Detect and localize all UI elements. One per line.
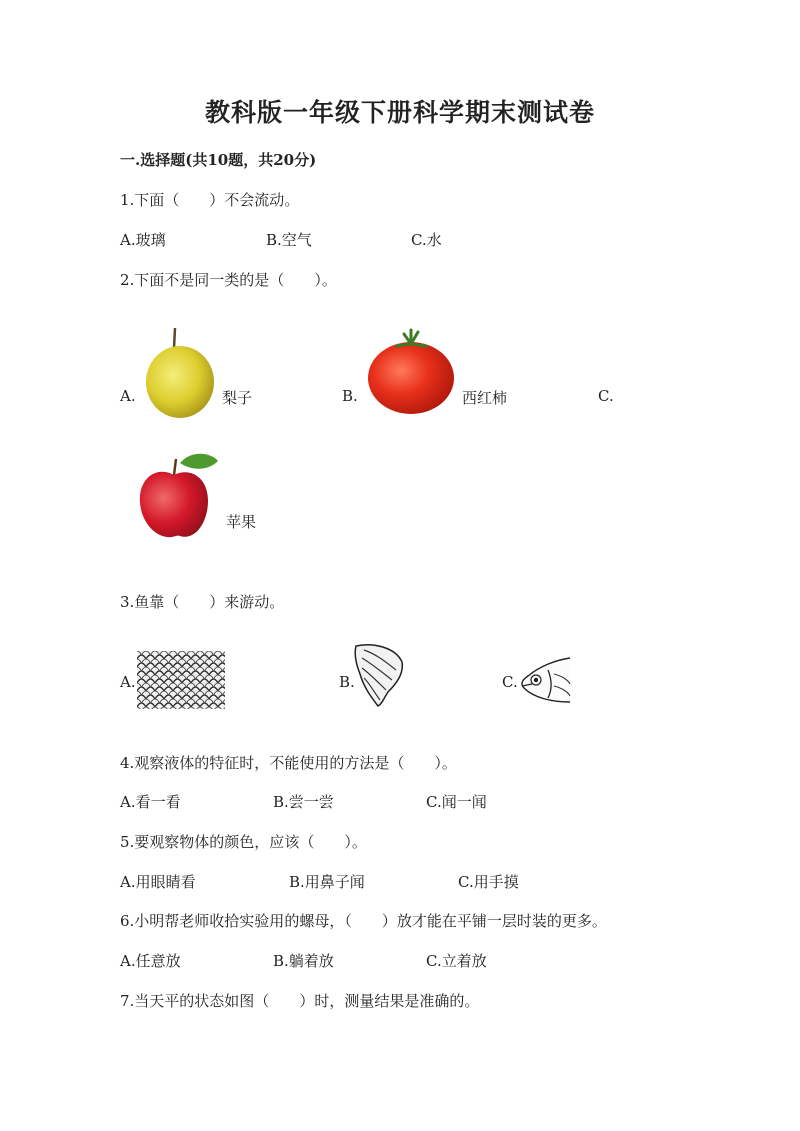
question-6-option-c: C.立着放 <box>426 952 487 970</box>
question-1-option-b: B.空气 <box>266 231 312 249</box>
question-4-option-a: A.看一看 <box>120 793 181 811</box>
question-3-option-b: B. <box>339 673 355 691</box>
question-4-option-c: C.闻一闻 <box>426 793 487 811</box>
question-5-option-b: B.用鼻子闻 <box>289 873 365 891</box>
question-1-option-a: A.玻璃 <box>120 231 166 249</box>
question-2-option-a: A. <box>120 387 136 405</box>
question-6-stem: 6.小明帮老师收拾实验用的螺母，（ ）放才能在平铺一层时装的更多。 <box>120 912 607 930</box>
question-2-option-b: B. <box>342 387 358 405</box>
fish-fin-image <box>352 640 406 708</box>
pear-label: 梨子 <box>222 389 253 407</box>
question-5-stem: 5.要观察物体的颜色，应该（ ）。 <box>120 833 367 851</box>
apple-label: 苹果 <box>226 513 257 531</box>
question-3-option-a: A. <box>120 673 136 691</box>
question-4-stem: 4.观察液体的特征时，不能使用的方法是（ ）。 <box>120 754 457 772</box>
question-5-option-a: A.用眼睛看 <box>120 873 196 891</box>
question-5-option-c: C.用手摸 <box>458 873 519 891</box>
question-2-stem: 2.下面不是同一类的是（ ）。 <box>120 271 337 289</box>
fish-scales-image <box>137 651 225 709</box>
question-6-option-a: A.任意放 <box>120 952 181 970</box>
question-2-option-c: C. <box>598 387 614 405</box>
fish-head-image <box>518 652 570 706</box>
question-7-stem: 7.当天平的状态如图（ ）时，测量结果是准确的。 <box>120 992 480 1010</box>
page-title: 教科版一年级下册科学期末测试卷 <box>204 98 595 127</box>
question-1-stem: 1.下面（ ）不会流动。 <box>120 191 300 209</box>
question-1-option-c: C.水 <box>411 231 442 249</box>
pear-image <box>140 326 220 420</box>
tomato-label: 西红柿 <box>462 389 508 407</box>
question-3-option-c: C. <box>502 673 518 691</box>
section-heading: 一.选择题(共10题，共20分) <box>120 151 317 169</box>
question-6-option-b: B.躺着放 <box>273 952 334 970</box>
apple-image <box>136 449 222 541</box>
question-4-option-b: B.尝一尝 <box>273 793 334 811</box>
question-3-stem: 3.鱼靠（ ）来游动。 <box>120 593 285 611</box>
tomato-image <box>366 326 456 416</box>
